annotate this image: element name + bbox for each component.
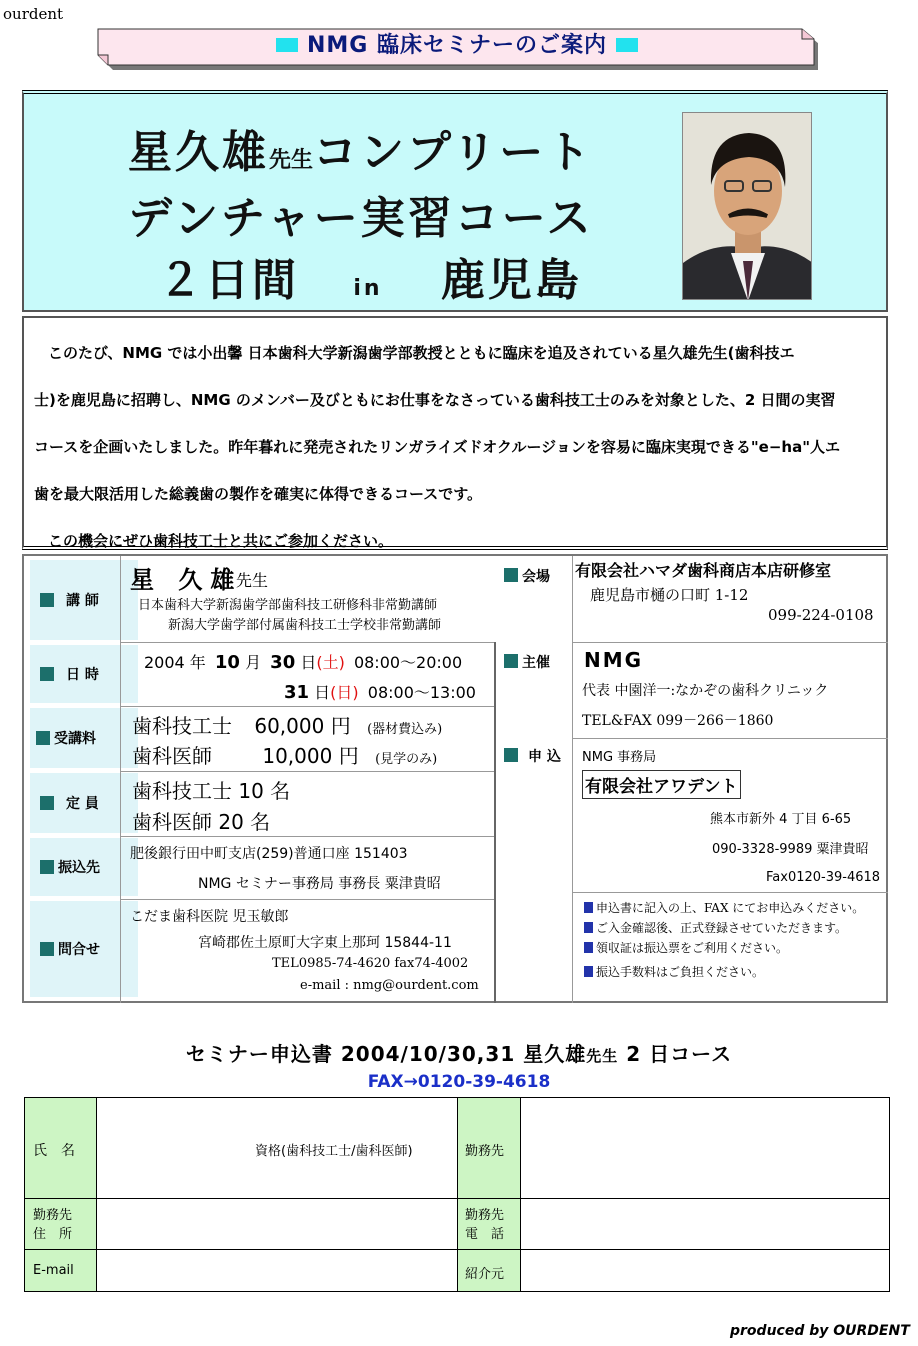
intro-line: この機会にぜひ歯科技工士と共にご参加ください。 [48, 532, 394, 550]
label-host: 主催 [504, 652, 550, 672]
venue-address: 鹿児島市樋の口町 1-12 [590, 586, 749, 604]
form-fax-number: FAX→0120-39-4618 [367, 1072, 551, 1092]
fee-row-2: 歯科医師 10,000 円 (見学のみ) [132, 744, 438, 768]
email-field[interactable] [97, 1250, 457, 1291]
blue-bullet-icon [584, 922, 593, 933]
label-venue: 会場 [504, 566, 550, 586]
blue-bullet-icon [584, 966, 593, 977]
title-line-1: 星久雄先生コンプリート [128, 127, 594, 178]
transfer-holder: NMG セミナー事務局 事務長 粟津貴昭 [198, 876, 441, 892]
form-label-qualification: 資格(歯科技工士/歯科医師) [255, 1144, 413, 1159]
square-bullet-icon [36, 731, 50, 745]
form-label-work-address: 勤務先 住 所 [33, 1208, 73, 1242]
square-bullet-icon [40, 860, 54, 874]
label-contact: 問合せ [30, 901, 138, 997]
square-bullet-icon [504, 654, 518, 668]
intro-line: 歯を最大限活用した総義歯の製作を確実に体得できるコースです。 [34, 485, 483, 503]
banner-title [96, 27, 818, 67]
venue-phone: 099-224-0108 [768, 606, 874, 624]
capacity-row-1: 歯科技工士 10 名 [132, 779, 291, 803]
label-transfer: 振込先 [30, 838, 138, 896]
square-bullet-icon [504, 568, 518, 582]
form-label-referrer: 紹介元 [465, 1267, 505, 1282]
lecturer-name: 星 久雄 [130, 566, 243, 594]
host-phone: TEL&FAX 099－266－1860 [582, 713, 774, 729]
label-fee: 受講料 [30, 708, 138, 768]
title-line-3: ２日間 in 鹿児島 [158, 255, 582, 306]
form-label-name: 氏 名 [33, 1143, 75, 1159]
work-address-field[interactable] [97, 1199, 457, 1249]
workplace-field[interactable] [521, 1098, 889, 1198]
apply-office: NMG 事務局 [582, 750, 657, 765]
label-capacity: 定 員 [30, 773, 138, 833]
apply-phone: 090-3328-9989 粟津貴昭 [712, 842, 869, 857]
form-label-workplace: 勤務先 [465, 1144, 505, 1159]
note-item: 領収証は振込票をご利用ください。 [584, 938, 864, 958]
application-form [24, 1097, 890, 1292]
note-item: ご入金確認後、正式登録させていただきます。 [584, 918, 864, 938]
square-bullet-icon [40, 593, 54, 607]
lecturer-affiliation-1: 日本歯科大学新潟歯学部歯科技工研修科非常勤講師 [138, 598, 438, 613]
contact-email[interactable]: e-mail : nmg@ourdent.com [300, 978, 479, 993]
work-phone-field[interactable] [521, 1199, 889, 1249]
contact-phone: TEL0985-74-4620 fax74-4002 [272, 956, 469, 971]
host-representative: 代表 中園洋一:なかぞの歯科クリニック [582, 683, 829, 699]
label-apply: 申 込 [504, 746, 561, 766]
application-notes [584, 898, 864, 982]
contact-clinic: こだま歯科医院 児玉敏郎 [130, 909, 289, 925]
contact-address: 宮崎郡佐土原町大字東上那珂 15844-11 [198, 935, 452, 951]
square-bullet-icon [504, 748, 518, 762]
blue-bullet-icon [584, 902, 593, 913]
fee-row-1: 歯科技工士 60,000 円 (器材費込み) [132, 714, 443, 738]
venue-name: 有限会社ハマダ歯科商店本店研修室 [575, 561, 832, 580]
intro-text [22, 316, 888, 550]
seminar-info-table [22, 554, 888, 1003]
capacity-row-2: 歯科医師 20 名 [132, 810, 271, 834]
intro-line: コースを企画いたしました。昨年暮れに発売されたリンガライズドオクルージョンを容易に臨床実現できる"e−ha"人エ [34, 438, 841, 456]
title-line-2: デンチャー実習コース [128, 193, 594, 244]
produced-by-credit: produced by OURDENT [730, 1323, 910, 1339]
cyan-square-icon [276, 38, 298, 52]
apply-company: 有限会社アワデント [582, 770, 741, 799]
intro-line: このたび、NMG では小出馨 日本歯科大学新潟歯学部教授とともに臨床を追及されている星久雄先生(歯科技エ [48, 344, 795, 362]
square-bullet-icon [40, 796, 54, 810]
date-line-2: 31 日(日) 08:00～13:00 [284, 682, 476, 703]
intro-line: 士)を鹿児島に招聘し、NMG のメンバー及びともにお仕事をなさっている歯科技工士のみを対象とした、2 日間の実習 [34, 391, 836, 409]
lecturer-portrait [682, 112, 812, 300]
note-item: 申込書に記入の上、FAX にてお申込みください。 [584, 898, 864, 918]
square-bullet-icon [40, 942, 54, 956]
apply-fax: Fax0120-39-4618 [766, 870, 881, 885]
name-field[interactable] [97, 1098, 247, 1198]
form-label-work-phone: 勤務先 電 話 [465, 1208, 505, 1242]
form-title: セミナー申込書 2004/10/30,31 星久雄先生 2 日コース [185, 1042, 733, 1066]
square-bullet-icon [40, 667, 54, 681]
host-logo: NMG [584, 648, 644, 672]
transfer-account: 肥後銀行田中町支店(259)普通口座 151403 [130, 846, 408, 862]
label-lecturer: 講 師 [30, 560, 138, 640]
page-corner-label: ourdent [3, 5, 64, 23]
lecturer-affiliation-2: 新潟大学歯学部付属歯科技工士学校非常勤講師 [168, 618, 442, 633]
banner-text: NMG 臨床セミナーのご案内 [306, 33, 608, 58]
date-line-1: 2004 年 10 月 30 日(土) 08:00～20:00 [144, 652, 463, 673]
form-label-email: E-mail [33, 1263, 74, 1278]
blue-bullet-icon [584, 942, 593, 953]
lecturer-suffix: 先生 [236, 571, 269, 590]
note-item: 振込手数料はご負担ください。 [584, 962, 864, 982]
label-datetime: 日 時 [30, 645, 138, 703]
referrer-field[interactable] [521, 1250, 889, 1291]
cyan-square-icon [616, 38, 638, 52]
apply-address: 熊本市新外 4 丁目 6-65 [710, 812, 852, 827]
